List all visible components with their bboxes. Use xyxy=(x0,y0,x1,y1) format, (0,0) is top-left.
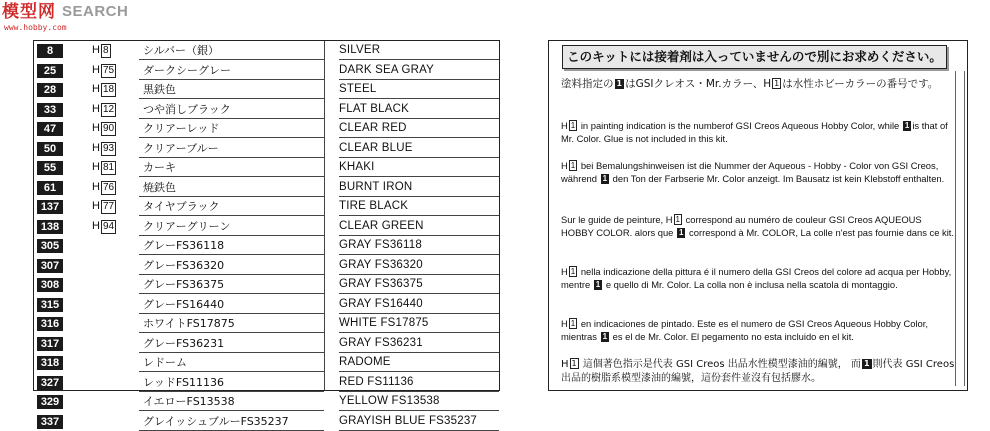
hobby-number: 75 xyxy=(101,64,116,78)
paint-row xyxy=(34,392,499,412)
hobby-number: 81 xyxy=(101,161,116,175)
hobby-color-box: 1 xyxy=(674,214,682,225)
color-name-english: GRAY FS36375 xyxy=(339,275,499,294)
hobby-number: 90 xyxy=(101,122,116,136)
paint-row xyxy=(34,119,499,139)
hobby-prefix: H xyxy=(92,220,100,232)
hobby-color-box: 1 xyxy=(772,78,781,89)
mr-color-number: 308 xyxy=(37,278,63,292)
color-name-english: GRAY FS36231 xyxy=(339,334,499,353)
color-name-japanese: ダークシーグレー xyxy=(143,61,231,80)
mr-color-box: 1 xyxy=(677,228,685,238)
mr-color-box: 1 xyxy=(862,359,872,369)
color-name-english: YELLOW FS13538 xyxy=(339,392,499,411)
paint-row xyxy=(34,353,499,373)
hobby-prefix: H xyxy=(92,181,100,193)
hobby-color-code xyxy=(92,119,116,138)
mr-color-number: 307 xyxy=(37,259,63,273)
hobby-color-code xyxy=(92,61,116,80)
color-name-japanese: グレーFS16440 xyxy=(143,295,224,314)
hobby-number: 77 xyxy=(101,200,116,214)
paint-row xyxy=(34,295,499,315)
color-name-japanese: レッドFS11136 xyxy=(143,373,224,392)
note-english: H 1 in painting indication is the numberof GSI Creos Aqueous Hobby Color, while 1 is that of Mr. Color. Glue is not included in this kit. xyxy=(561,119,956,145)
hobby-color-code xyxy=(92,197,116,216)
color-name-english: DARK SEA GRAY xyxy=(339,61,499,80)
paint-row xyxy=(34,256,499,276)
hobby-prefix: H xyxy=(92,83,100,95)
color-name-english: RADOME xyxy=(339,353,499,372)
hobby-number: 76 xyxy=(101,181,116,195)
mr-color-number: 61 xyxy=(37,181,63,195)
hobby-color-code xyxy=(92,217,116,236)
hobby-color-box: 1 xyxy=(569,266,577,277)
glue-notice-banner: このキットには接着剤は入っていませんので別にお求めください。 xyxy=(562,45,947,69)
mr-color-number: 50 xyxy=(37,142,63,156)
note-spanish: H 1 en indicaciones de pintado. Este es el numero de GSI Creos Aqueous Hobby Color, mientras 1 es el de Mr. Color. El pegamento no esta incluido en el kit. xyxy=(561,317,956,343)
hobby-color-box: 1 xyxy=(569,160,577,171)
color-name-english: CLEAR GREEN xyxy=(339,217,499,236)
color-name-japanese: タイヤブラック xyxy=(143,197,220,216)
note-chinese: H 1 這個著色指示是代表 GSI Creos 出品水性模型漆油的編號， 而 1 則代表 GSI Creos 出品的樹脂系模型漆油的編號，這份套件並沒有包括膠水。 xyxy=(561,358,956,386)
mr-color-number: 55 xyxy=(37,161,63,175)
hobby-prefix: H xyxy=(92,103,100,115)
paint-row xyxy=(34,334,499,354)
mr-color-box: 1 xyxy=(594,280,602,290)
note-italian: H 1 nella indicazione della pittura é il numero della GSI Creos del colore ad acqua per Hobby, mentre 1 e quello di Mr. Color. La colla non è inclusa nella scatola di montaggio. xyxy=(561,265,956,291)
hobby-color-code xyxy=(92,158,116,177)
paint-row xyxy=(34,314,499,334)
note-fr-text-2: correspond au numéro de couleur GSI Creos AQUEOUS HOBBY COLOR. alors que xyxy=(561,214,922,238)
hobby-number: 94 xyxy=(101,220,116,234)
color-name-english: STEEL xyxy=(339,80,499,99)
hobby-number: 12 xyxy=(101,103,116,117)
color-name-japanese: グレーFS36320 xyxy=(143,256,224,275)
paint-color-table xyxy=(33,40,500,391)
note-german: H 1 bei Bemalungshinweisen ist die Nummer der Aqueous - Hobby - Color von GSI Creos, während 1 den Ton der Farbserie Mr. Color anzeigt. Im Bausatz ist kein Klebstoff enthalten. xyxy=(561,159,956,185)
note-jp-text-1: 塗料指定の xyxy=(561,78,614,90)
color-name-english: FLAT BLACK xyxy=(339,100,499,119)
paint-row xyxy=(34,100,499,120)
color-name-english: WHITE FS17875 xyxy=(339,314,499,333)
hobby-prefix: H xyxy=(92,44,100,56)
hobby-color-code xyxy=(92,100,116,119)
hobby-color-box: 1 xyxy=(570,358,579,369)
note-it-text-2: e quello di Mr. Color. La colla non è inclusa nella scatola di montaggio. xyxy=(606,279,898,290)
color-name-english: GRAY FS36118 xyxy=(339,236,499,255)
mr-color-number: 47 xyxy=(37,122,63,136)
hobby-prefix: H xyxy=(92,142,100,154)
paint-row xyxy=(34,178,499,198)
watermark-search: SEARCH xyxy=(62,2,128,22)
color-name-japanese: グレイッシュブルーFS35237 xyxy=(143,412,289,431)
watermark-logo: 模型网 xyxy=(2,2,56,22)
hobby-number: 8 xyxy=(101,44,111,58)
mr-color-box: 1 xyxy=(615,79,625,89)
color-name-japanese: シルバー（銀） xyxy=(143,41,219,60)
mr-color-number: 316 xyxy=(37,317,63,331)
color-name-english: KHAKI xyxy=(339,158,499,177)
panel-side-rule xyxy=(955,71,965,386)
color-name-japanese: 焼鉄色 xyxy=(143,178,176,197)
paint-row xyxy=(34,80,499,100)
color-name-english: GRAY FS36320 xyxy=(339,256,499,275)
paint-row xyxy=(34,217,499,237)
note-es-text-2: es el de Mr. Color. El pegamento no esta incluido en el kit. xyxy=(613,331,854,342)
color-name-english: CLEAR BLUE xyxy=(339,139,499,158)
note-de-text-1: bei Bemalungshinweisen ist die Nummer der Aqueous - Hobby - Color von GSI Creos, während xyxy=(561,160,938,184)
note-de-text-2: den Ton der Farbserie Mr. Color anzeigt. Im Bausatz ist kein Klebstoff enthalten. xyxy=(613,173,945,184)
hobby-color-code xyxy=(92,80,116,99)
color-name-english: CLEAR RED xyxy=(339,119,499,138)
color-name-japanese: イエローFS13538 xyxy=(143,392,235,411)
note-zh-text-1: 這個著色指示是代表 GSI Creos 出品水性模型漆油的編號， 而 xyxy=(583,359,861,370)
paint-rows xyxy=(34,41,499,431)
watermark-url: www.hobby.com xyxy=(4,23,67,32)
color-name-english: RED FS11136 xyxy=(339,373,499,392)
mr-color-number: 327 xyxy=(37,376,63,390)
color-name-japanese: 黒鉄色 xyxy=(143,80,176,99)
note-en-text-1: in painting indication is the numberof GSI Creos Aqueous Hobby Color, while xyxy=(581,120,899,131)
color-name-english: TIRE BLACK xyxy=(339,197,499,216)
hobby-number: 18 xyxy=(101,83,116,97)
paint-row xyxy=(34,139,499,159)
mr-color-box: 1 xyxy=(601,174,609,184)
mr-color-number: 318 xyxy=(37,356,63,370)
color-name-japanese: つや消しブラック xyxy=(143,100,231,119)
paint-row xyxy=(34,158,499,178)
note-fr-text-1: Sur le guide de peinture, H xyxy=(561,214,673,225)
hobby-prefix: H xyxy=(92,122,100,134)
color-name-japanese: カーキ xyxy=(143,158,176,177)
color-name-japanese: グレーFS36231 xyxy=(143,334,224,353)
note-it-text-1: nella indicazione della pittura é il numero della GSI Creos del colore ad acqua per Hobby, mentre xyxy=(561,266,951,290)
watermark xyxy=(2,2,128,32)
mr-color-number: 305 xyxy=(37,239,63,253)
paint-row xyxy=(34,41,499,61)
color-name-japanese: グレーFS36375 xyxy=(143,275,224,294)
color-name-japanese: レドーム xyxy=(143,353,187,372)
paint-row xyxy=(34,275,499,295)
color-name-english: SILVER xyxy=(339,41,499,60)
instructions-panel xyxy=(548,40,968,391)
row-rule xyxy=(139,430,324,431)
note-jp-text-2: はGSIクレオス・Mr.カラー、H xyxy=(625,78,771,90)
color-name-english: BURNT IRON xyxy=(339,178,499,197)
hobby-color-code xyxy=(92,178,116,197)
hobby-number: 93 xyxy=(101,142,116,156)
paint-row xyxy=(34,373,499,393)
paint-row xyxy=(34,61,499,81)
color-name-english: GRAY FS16440 xyxy=(339,295,499,314)
color-name-japanese: クリアーブルー xyxy=(143,139,219,158)
hobby-prefix: H xyxy=(92,200,100,212)
hobby-color-code xyxy=(92,139,116,158)
mr-color-number: 317 xyxy=(37,337,63,351)
note-es-text-1: en indicaciones de pintado. Este es el numero de GSI Creos Aqueous Hobby Color, mientras xyxy=(561,318,928,342)
hobby-color-box: 1 xyxy=(569,318,577,329)
mr-color-box: 1 xyxy=(903,121,911,131)
color-name-japanese: ホワイトFS17875 xyxy=(143,314,235,333)
color-name-english: GRAYISH BLUE FS35237 xyxy=(339,412,499,431)
mr-color-number: 137 xyxy=(37,200,63,214)
mr-color-number: 138 xyxy=(37,220,63,234)
color-name-japanese: クリアーグリーン xyxy=(143,217,230,236)
mr-color-number: 8 xyxy=(37,44,63,58)
note-japanese xyxy=(561,78,956,91)
paint-row xyxy=(34,197,499,217)
hobby-color-box: 1 xyxy=(569,120,577,131)
color-name-japanese: クリアーレッド xyxy=(143,119,219,138)
mr-color-number: 329 xyxy=(37,395,63,409)
mr-color-box: 1 xyxy=(601,332,609,342)
note-french xyxy=(561,213,956,239)
mr-color-number: 33 xyxy=(37,103,63,117)
note-en-text-2: is that of Mr. Color. Glue is not included in this kit. xyxy=(561,120,948,144)
note-fr-text-3: correspond à Mr. COLOR, La colle n'est pas fournie dans ce kit. xyxy=(689,227,954,238)
paint-row xyxy=(34,236,499,256)
hobby-color-code xyxy=(92,41,111,60)
mr-color-number: 28 xyxy=(37,83,63,97)
mr-color-number: 25 xyxy=(37,64,63,78)
mr-color-number: 337 xyxy=(37,415,63,429)
hobby-prefix: H xyxy=(92,161,100,173)
note-jp-text-3: は水性ホビーカラーの番号です。 xyxy=(782,78,938,90)
mr-color-number: 315 xyxy=(37,298,63,312)
note-zh-text-2: 則代表 GSI Creos 出品的樹脂系模型漆油的編號，這份套件並沒有包括膠水。 xyxy=(561,359,954,384)
hobby-prefix: H xyxy=(92,64,100,76)
paint-row xyxy=(34,412,499,431)
color-name-japanese: グレーFS36118 xyxy=(143,236,224,255)
